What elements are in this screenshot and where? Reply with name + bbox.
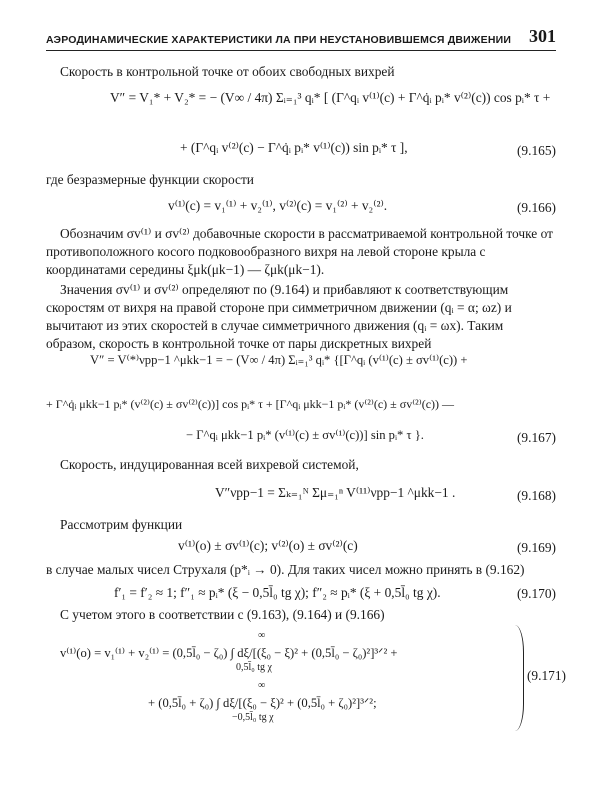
running-title: АЭРОДИНАМИЧЕСКИЕ ХАРАКТЕРИСТИКИ ЛА ПРИ НЕУСТАНОВИВШЕМСЯ ДВИЖЕНИИ xyxy=(46,34,512,46)
equation-number-9-166: (9.166) xyxy=(516,200,556,215)
paragraph-5: Скорость, индуцированная всей вихревой системой, xyxy=(60,457,359,472)
paragraph-6: Рассмотрим функции xyxy=(60,517,183,532)
paragraph-7: в случае малых чисел Струхаля (p*ᵢ → 0). Для таких чисел можно принять в (9.162) xyxy=(46,562,525,577)
integral-lower-limit-2: −0,5l̄₀ tg χ xyxy=(232,712,274,723)
paragraph-4: Значения σv⁽¹⁾ и σv⁽²⁾ определяют по (9.164) и прибавляют к соответствующим скоростям от вихря на правой стороне при симметричном движении (qᵢ = α; ωz) и вычитают из этих скоростей в случае симметричного движения (qᵢ = ωx). Таким образом, скорость в контрольной точке от пары дискретных вихрей xyxy=(46,282,512,351)
equation-9-166: v⁽¹⁾(c) = v₁⁽¹⁾ + v₂⁽¹⁾, v⁽²⁾(c) = v₁⁽²⁾ + v₂⁽²⁾. xyxy=(168,198,388,213)
equation-9-167-line-2: + Γ^q̇ᵢ μkk−1 pᵢ* (v⁽²⁾(c) ± σv⁽²⁾(c))] cos pᵢ* τ + [Γ^qᵢ μkk−1 pᵢ* (v⁽²⁾(c) ± σv⁽²⁾(c)) — xyxy=(46,397,455,411)
equation-9-167-line-1: V″ = V⁽*⁾νpp−1 ^μkk−1 = − (V∞ / 4π) Σᵢ₌₁³ qᵢ* {[Γ^qᵢ (v⁽¹⁾(c) ± σv⁽¹⁾(c)) + xyxy=(90,353,468,367)
equation-number-9-170: (9.170) xyxy=(516,586,556,601)
equation-9-165-line-2: + (Γ^qᵢ v⁽²⁾(c) − Γ^q̇ᵢ pᵢ* v⁽¹⁾(c)) sin pᵢ* τ ], xyxy=(180,140,408,155)
equation-number-9-171: (9.171) xyxy=(526,668,566,683)
paragraph-3: Обозначим σv⁽¹⁾ и σv⁽²⁾ добавочные скорости в рассматриваемой контрольной точке от противоположного косого подковообразного вихря на левой стороне крыла с координатами середины ξμk(μk−1) — ζμk(μk−1). xyxy=(46,226,553,277)
equation-9-165-line-1: V″ = V₁* + V₂* = − (V∞ / 4π) Σᵢ₌₁³ qᵢ* [ (Γ^qᵢ v⁽¹⁾(c) + Γ^q̇ᵢ pᵢ* v⁽²⁾(c)) cos pᵢ* τ + xyxy=(110,90,551,105)
equation-number-9-167: (9.167) xyxy=(516,430,556,445)
integral-upper-limit-2: ∞ xyxy=(258,680,266,691)
header-rule xyxy=(46,50,556,51)
equation-9-168: V″νpp−1 = Σₖ₌₁ᴺ Σμ₌₁ⁿ V⁽¹¹⁾νpp−1 ^μkk−1 . xyxy=(215,485,456,500)
equation-9-171-line-1: v⁽¹⁾(o) = v₁⁽¹⁾ + v₂⁽¹⁾ = (0,5l̄₀ − ζ₀) ∫ dξ/[(ξ₀ − ξ)² + (0,5l̄₀ − ζ₀)²]³ᐟ² + xyxy=(60,646,398,660)
equation-9-171-line-2: + (0,5l̄₀ + ζ₀) ∫ dξ/[(ξ₀ − ξ)² + (0,5l̄₀ + ζ₀)²]³ᐟ²; xyxy=(148,696,377,710)
equation-9-167-line-3: − Γ^qᵢ μkk−1 pᵢ* (v⁽¹⁾(c) ± σv⁽¹⁾(c))] sin pᵢ* τ }. xyxy=(186,428,424,442)
equation-number-9-165: (9.165) xyxy=(516,143,556,158)
equation-number-9-168: (9.168) xyxy=(516,488,556,503)
equation-number-9-169: (9.169) xyxy=(516,540,556,555)
paragraph-8: С учетом этого в соответствии с (9.163), (9.164) и (9.166) xyxy=(60,607,385,622)
equation-9-170: f′₁ = f′₂ ≈ 1; f″₁ ≈ pᵢ* (ξ − 0,5l̄₀ tg χ); f″₂ ≈ pᵢ* (ξ + 0,5l̄₀ tg χ). xyxy=(114,585,441,600)
page-number: 301 xyxy=(529,26,556,46)
equation-9-169: v⁽¹⁾(o) ± σv⁽¹⁾(c); v⁽²⁾(o) ± σv⁽²⁾(c) xyxy=(178,538,358,553)
page-header xyxy=(46,26,556,50)
paragraph-1: Скорость в контрольной точке от обоих свободных вихрей xyxy=(60,64,395,79)
paragraph-2: где безразмерные функции скорости xyxy=(46,172,254,187)
integral-upper-limit-1: ∞ xyxy=(258,630,266,641)
integral-lower-limit-1: 0,5l̄₀ tg χ xyxy=(236,662,272,673)
right-brace xyxy=(515,625,524,731)
